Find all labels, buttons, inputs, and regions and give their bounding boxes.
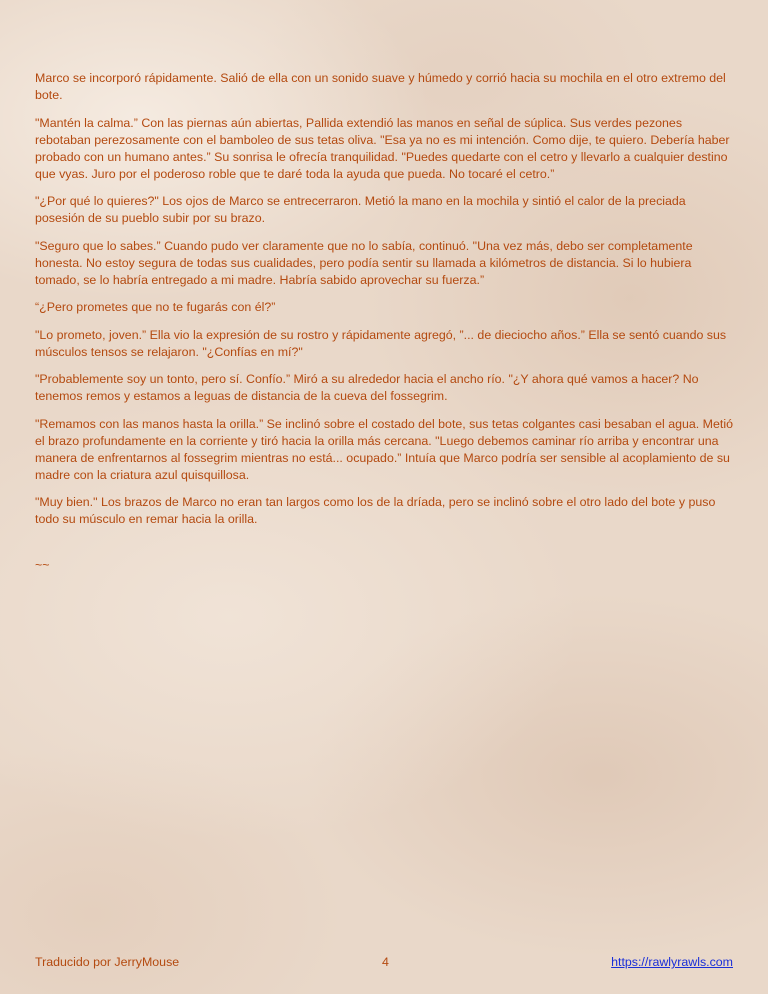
section-separator: ~~ xyxy=(35,558,50,572)
paragraph-2: "Mantén la calma.” Con las piernas aún abiertas, Pallida extendió las manos en señal de súplica. Sus verdes pezones rebotaban perezosamente con el bamboleo de sus tetas oliva. "Esa ya no es mi intención. Como dije, te quiero. Debería haber probado con un humano antes.” Su sonrisa le ofrecía tranquilidad. "Puedes quedarte con el cetro y llevarlo a cualquier destino que vyas. Juro por el poderoso roble que te daré toda la ayuda que pueda. No tocaré el cetro.” xyxy=(35,115,730,181)
translator-credit: Traducido por JerryMouse xyxy=(35,955,180,969)
paragraph-9: "Muy bien." Los brazos de Marco no eran tan largos como los de la dríada, pero se inclinó sobre el otro lado del bote y puso todo su músculo en remar hacia la orilla. xyxy=(35,495,716,526)
page-number: 4 xyxy=(382,955,389,969)
paragraph-6: "Lo prometo, joven.” Ella vio la expresión de su rostro y rápidamente agregó, ”... de dieciocho años.” Ella se sentó cuando sus músculos tensos se relajaron. "¿Confías en mí?" xyxy=(35,327,727,359)
paragraph-8: "Remamos con las manos hasta la orilla.” Se inclinó sobre el costado del bote, sus tetas colgantes casi besaban el agua. Metió el brazo profundamente en la corriente y tiró hacia la orilla más cercana. "Luego debemos caminar río arriba y encontrar una manera de enfrentarnos al fossegrim mientras no está... ocupado.” Intuía que Marco podría ser sensible al acoplamiento de su madre con la criatura azul quisquillosa. xyxy=(35,416,733,482)
page-footer xyxy=(35,953,735,971)
paragraph-7: "Probablemente soy un tonto, pero sí. Confío.” Miró a su alrededor hacia el ancho río. "¿Y ahora qué vamos a hacer? No tenemos remos y estamos a leguas de distancia de la cueva del fossegrim. xyxy=(35,372,699,403)
paragraph-3: "¿Por qué lo quieres?" Los ojos de Marco se entrecerraron. Metió la mano en la mochila y sintió el calor de la preciada posesión de su pueblo subir por su brazo. xyxy=(35,194,686,225)
paragraph-5: “¿Pero prometes que no te fugarás con él?” xyxy=(35,300,276,314)
paragraph-1: Marco se incorporó rápidamente. Salió de ella con un sonido suave y húmedo y corrió hacia su mochila en el otro extremo del bote. xyxy=(35,71,726,102)
website-link[interactable]: https://rawlyrawls.com xyxy=(611,955,733,969)
paragraph-4: "Seguro que lo sabes.” Cuando pudo ver claramente que no lo sabía, continuó. "Una vez más, debo ser completamente honesta. No estoy segura de todas sus cualidades, pero podía sentir su llamada a kilómetros de distancia. Si lo hubiera tomado, se lo habría entregado a mi madre. Habría sabido aprovechar su fuerza.” xyxy=(35,238,693,287)
document-body xyxy=(35,70,735,539)
